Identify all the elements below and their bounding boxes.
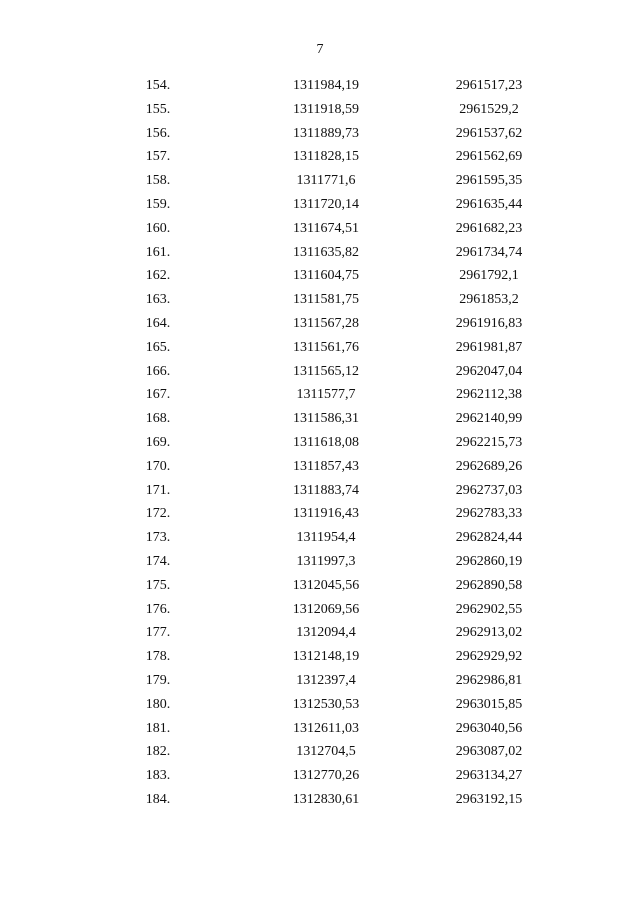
- table-row: [0, 764, 640, 788]
- coordinate-y: 2963134,27: [455, 768, 523, 784]
- point-number: 155.: [145, 101, 171, 117]
- table-row: [0, 621, 640, 645]
- coordinate-x: 1311618,08: [293, 434, 359, 450]
- point-number: 175.: [145, 577, 171, 593]
- point-number: 178.: [145, 649, 171, 665]
- coordinate-y: 2961517,23: [455, 78, 523, 93]
- coordinate-y: 2962783,33: [455, 506, 523, 522]
- table-row: [0, 669, 640, 693]
- coordinate-y: 2963040,56: [455, 720, 523, 736]
- coordinate-x: 1311567,28: [293, 315, 359, 331]
- coordinate-x: 1312397,4: [296, 672, 356, 688]
- coordinate-y: 2962913,02: [455, 625, 523, 641]
- coordinate-y: 2962890,58: [455, 577, 523, 593]
- point-number: 164.: [145, 315, 171, 331]
- table-row: [0, 788, 640, 812]
- point-number: 180.: [145, 696, 171, 712]
- point-number: 173.: [145, 530, 171, 546]
- point-number: 172.: [145, 506, 171, 522]
- table-row: [0, 740, 640, 764]
- point-number: 156.: [145, 125, 171, 141]
- coordinate-x: 1311577,7: [296, 387, 356, 403]
- table-row: [0, 264, 640, 288]
- coordinate-x: 1311916,43: [293, 506, 359, 522]
- point-number: 177.: [145, 625, 171, 641]
- point-number: 174.: [145, 553, 171, 569]
- coordinate-y: 2962140,99: [455, 411, 523, 427]
- coordinate-y: 2961792,1: [459, 268, 519, 284]
- table-row: [0, 502, 640, 526]
- point-number: 182.: [145, 744, 171, 760]
- point-number: 158.: [145, 173, 171, 189]
- coordinate-x: 1311828,15: [293, 149, 359, 165]
- coordinate-y: 2961537,62: [455, 125, 523, 141]
- coordinate-x: 1311581,75: [293, 292, 359, 308]
- table-row: [0, 598, 640, 622]
- point-number: 160.: [145, 220, 171, 236]
- table-row: [0, 217, 640, 241]
- coordinate-x: 1311997,3: [296, 553, 356, 569]
- point-number: 170.: [145, 458, 171, 474]
- table-row: [0, 145, 640, 169]
- point-number: 167.: [145, 387, 171, 403]
- coordinate-x: 1311984,19: [293, 78, 359, 93]
- coordinate-y: 2961595,35: [455, 173, 523, 189]
- coordinate-y: 2962902,55: [455, 601, 523, 617]
- coordinate-x: 1312094,4: [296, 625, 356, 641]
- coordinate-x: 1312770,26: [292, 768, 360, 784]
- point-number: 179.: [145, 672, 171, 688]
- point-number: 163.: [145, 292, 171, 308]
- coordinate-x: 1312045,56: [292, 577, 360, 593]
- table-row: [0, 431, 640, 455]
- table-row: [0, 526, 640, 550]
- table-row: [0, 98, 640, 122]
- coordinate-x: 1311674,51: [293, 220, 359, 236]
- table-row: [0, 455, 640, 479]
- coordinate-y: 2961682,23: [455, 220, 523, 236]
- point-number: 168.: [145, 411, 171, 427]
- point-number: 171.: [145, 482, 171, 498]
- coordinate-y: 2963192,15: [455, 791, 523, 807]
- coordinate-y: 2962047,04: [455, 363, 523, 379]
- coordinate-x: 1311604,75: [293, 268, 359, 284]
- coordinates-table: [0, 74, 640, 812]
- point-number: 169.: [145, 434, 171, 450]
- point-number: 159.: [145, 196, 171, 212]
- point-number: 184.: [145, 791, 171, 807]
- coordinate-y: 2962737,03: [455, 482, 523, 498]
- page-number: 7: [316, 42, 324, 57]
- table-row: [0, 241, 640, 265]
- coordinate-y: 2961916,83: [455, 315, 523, 331]
- point-number: 162.: [145, 268, 171, 284]
- coordinate-x: 1311889,73: [293, 125, 359, 141]
- coordinate-x: 1312704,5: [296, 744, 356, 760]
- coordinate-y: 2962112,38: [456, 387, 522, 403]
- table-row: [0, 336, 640, 360]
- table-row: [0, 645, 640, 669]
- coordinate-y: 2962929,92: [455, 649, 523, 665]
- coordinate-x: 1311857,43: [293, 458, 359, 474]
- table-row: [0, 360, 640, 384]
- coordinate-x: 1311586,31: [293, 411, 359, 427]
- point-number: 165.: [145, 339, 171, 355]
- coordinate-y: 2962986,81: [455, 672, 523, 688]
- coordinate-y: 2961635,44: [455, 196, 523, 212]
- coordinate-x: 1311561,76: [293, 339, 359, 355]
- coordinate-y: 2961981,87: [455, 339, 523, 355]
- point-number: 161.: [145, 244, 171, 260]
- point-number: 176.: [145, 601, 171, 617]
- coordinate-y: 2962689,26: [455, 458, 523, 474]
- table-row: [0, 717, 640, 741]
- point-number: 183.: [145, 768, 171, 784]
- table-row: [0, 74, 640, 98]
- coordinate-x: 1312069,56: [292, 601, 360, 617]
- coordinate-x: 1311565,12: [293, 363, 359, 379]
- coordinate-y: 2963087,02: [455, 744, 523, 760]
- coordinate-x: 1311883,74: [293, 482, 359, 498]
- table-row: [0, 122, 640, 146]
- coordinate-y: 2961853,2: [459, 292, 519, 308]
- coordinate-x: 1312148,19: [292, 649, 360, 665]
- coordinate-x: 1311720,14: [293, 196, 359, 212]
- coordinate-y: 2962215,73: [455, 434, 523, 450]
- coordinate-x: 1311635,82: [293, 244, 359, 260]
- table-row: [0, 550, 640, 574]
- coordinate-x: 1312830,61: [292, 791, 360, 807]
- coordinate-y: 2963015,85: [455, 696, 523, 712]
- table-row: [0, 407, 640, 431]
- coordinate-y: 2962860,19: [455, 553, 523, 569]
- table-row: [0, 479, 640, 503]
- coordinate-y: 2961529,2: [459, 101, 519, 117]
- coordinate-y: 2961734,74: [455, 244, 523, 260]
- point-number: 181.: [145, 720, 171, 736]
- table-row: [0, 193, 640, 217]
- point-number: 166.: [145, 363, 171, 379]
- table-row: [0, 288, 640, 312]
- coordinate-x: 1312611,03: [293, 720, 359, 736]
- point-number: 157.: [145, 149, 171, 165]
- coordinate-x: 1311918,59: [293, 101, 359, 117]
- coordinate-y: 2961562,69: [455, 149, 523, 165]
- point-number: 154.: [145, 78, 171, 93]
- coordinate-x: 1311771,6: [296, 173, 356, 189]
- table-row: [0, 574, 640, 598]
- coordinate-x: 1312530,53: [292, 696, 360, 712]
- coordinate-x: 1311954,4: [296, 530, 356, 546]
- table-row: [0, 693, 640, 717]
- table-row: [0, 383, 640, 407]
- table-row: [0, 169, 640, 193]
- table-row: [0, 312, 640, 336]
- coordinate-y: 2962824,44: [455, 530, 523, 546]
